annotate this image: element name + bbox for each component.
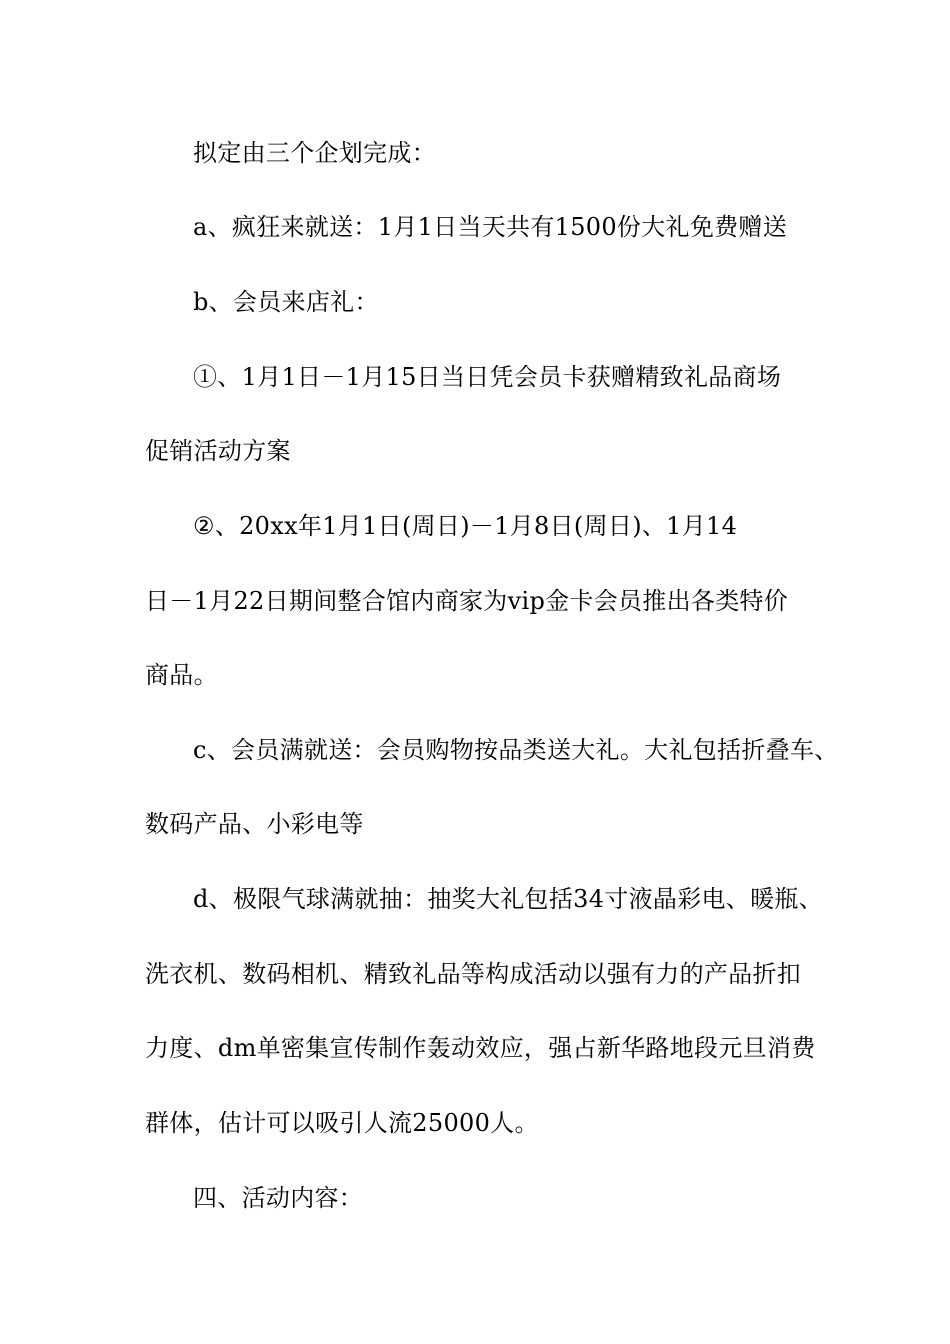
paragraph-item-b1-line2: 促销活动方案 xyxy=(145,437,291,465)
section-heading-activity-content: 四、活动内容： xyxy=(193,1184,364,1212)
paragraph-item-d-line1: d、极限气球满就抽：抽奖大礼包括34寸液晶彩电、暖瓶、 xyxy=(193,885,824,913)
paragraph-item-b1-line1: ①、1月1日－1月15日当日凭会员卡获赠精致礼品商场 xyxy=(193,363,782,391)
paragraph-item-d-line2: 洗衣机、数码相机、精致礼品等构成活动以强有力的产品折扣 xyxy=(145,960,802,988)
paragraph-plan-intro: 拟定由三个企划完成： xyxy=(193,139,436,167)
paragraph-item-c-line1: c、会员满就送：会员购物按品类送大礼。大礼包括折叠车、 xyxy=(193,736,839,764)
paragraph-item-a: a、疯狂来就送：1月1日当天共有1500份大礼免费赠送 xyxy=(193,213,788,241)
paragraph-item-c-line2: 数码产品、小彩电等 xyxy=(145,810,364,838)
paragraph-item-d-line4: 群体，估计可以吸引人流25000人。 xyxy=(145,1109,539,1137)
paragraph-item-b2-line3: 商品。 xyxy=(145,661,218,689)
paragraph-item-d-line3: 力度、dm单密集宣传制作轰动效应，强占新华路地段元旦消费 xyxy=(145,1034,816,1062)
paragraph-item-b2-line1: ②、20xx年1月1日(周日)－1月8日(周日)、1月14 xyxy=(193,512,738,540)
paragraph-item-b: b、会员来店礼： xyxy=(193,288,379,316)
paragraph-item-b2-line2: 日－1月22日期间整合馆内商家为vip金卡会员推出各类特价 xyxy=(145,587,789,615)
